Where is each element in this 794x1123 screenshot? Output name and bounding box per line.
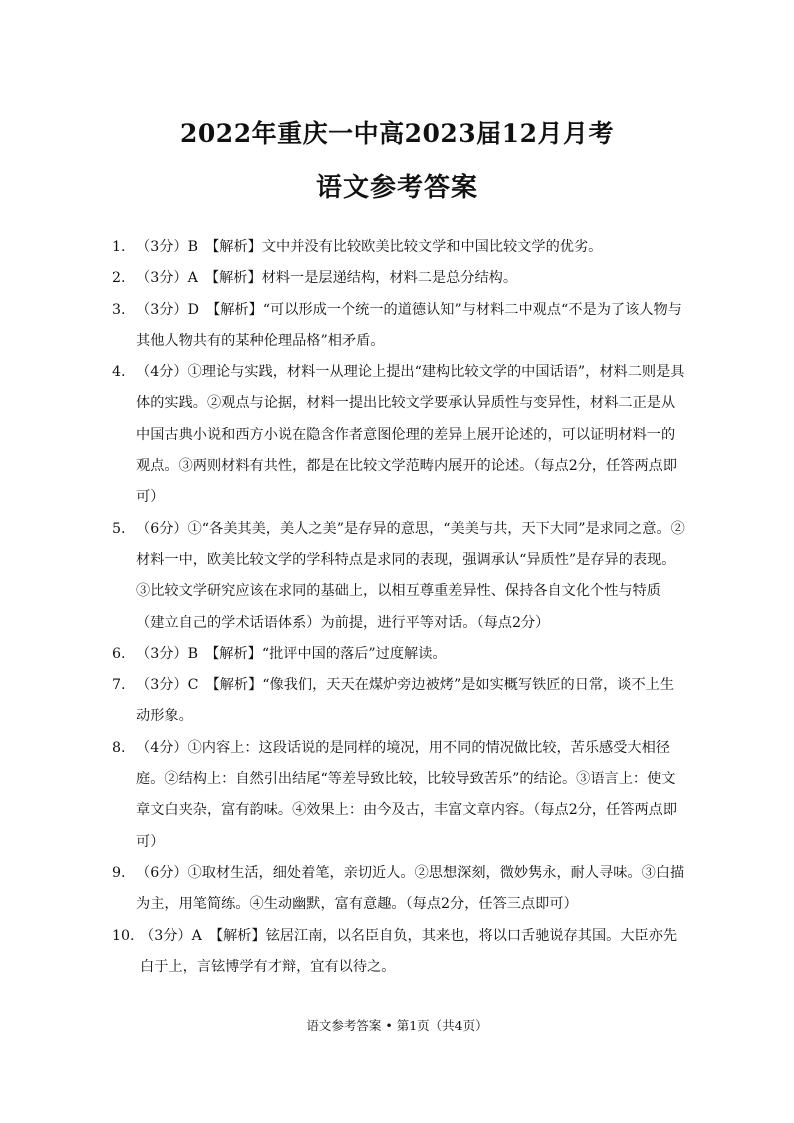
answer-text: （3分）B 【解析】“批评中国的落后”过度解读。 — [136, 645, 447, 662]
document-subtitle: 语文参考答案 — [315, 173, 478, 203]
document-title: 2022年重庆一中高2023届12月月考 — [180, 119, 614, 148]
answer-text: （6分）①取材生活，细处着笔，亲切近人。②思想深刻，微妙隽永，耐人寻味。③白描为主，用笔简练。④生动幽默，富有意趣。（每点2分，任答三点即可） — [136, 864, 685, 913]
answer-item — [112, 232, 686, 263]
answer-number: 3. — [112, 301, 126, 318]
answer-item — [112, 514, 686, 639]
answer-text: （3分）B 【解析】文中并没有比较欧美比较文学和中国比较文学的优劣。 — [136, 239, 603, 255]
answer-number: 8. — [112, 739, 126, 756]
answer-item — [112, 733, 686, 858]
answer-text: （4分）①内容上：这段话说的是同样的境况，用不同的情况做比较，苦乐感受大相径庭。②结构上：自然引出结尾“等差导致比较，比较导致苦乐”的结论。③语言上：使文章文白夹杂，富有韵味。④效果上：由今及古，丰富文章内容。（每点2分，任答两点即可） — [136, 739, 678, 850]
answer-text: （6分）①“各美其美，美人之美”是存异的意思，“美美与共，天下大同”是求同之意。②材料一中，欧美比较文学的学科特点是求同的表现，强调承认“异质性”是存异的表现。③比较文学研究应该在求同的基础上，以相互尊重差异性、保持各自文化个性与特质（建立自己的学术话语体系）为前提，进行平等对话。（每点2分） — [136, 520, 685, 631]
answer-number: 10. — [112, 927, 135, 944]
answer-item — [112, 858, 686, 921]
answer-number: 6. — [112, 645, 126, 662]
answer-item — [112, 357, 686, 513]
answer-text: （4分）①理论与实践，材料一从理论上提出“建构比较文学的中国话语”，材料二则是具体的实践。②观点与论据，材料一提出比较文学要承认异质性与变异性，材料二正是从中国古典小说和西方小说在隐含作者意图伦理的差异上展开论述的，可以证明材料一的观点。③两则材料有共性，都是在比较文学范畴内展开的论述。（每点2分，任答两点即可） — [136, 364, 685, 506]
answer-item — [112, 263, 686, 294]
answer-text: （3分）C 【解析】“像我们，天天在煤炉旁边被烤”是如实概写铁匠的日常，谈不上生动形象。 — [136, 677, 675, 725]
answer-number: 2. — [112, 270, 126, 287]
answer-number: 9. — [112, 864, 126, 881]
answer-item — [112, 639, 686, 670]
answer-text: （3分）D 【解析】“可以形成一个统一的道德认知”与材料二中观点“不是为了该人物与其他人物共有的某种伦理品格”相矛盾。 — [136, 301, 682, 349]
answer-text: （3分）A 【解析】材料一是层递结构，材料二是总分结构。 — [136, 270, 518, 287]
answer-number: 1. — [112, 239, 126, 255]
answer-number: 7. — [112, 677, 126, 694]
answer-item — [112, 670, 686, 733]
page-footer: 语文参考答案 • 第1页（共4页） — [306, 1018, 488, 1033]
answer-item — [112, 295, 686, 358]
answer-number: 4. — [112, 364, 126, 381]
answer-text: （3分）A 【解析】铉居江南，以名臣自负，其来也，将以口舌驰说存其国。大臣亦先白于上，言铉博学有才辩，宜有以待之。 — [140, 927, 678, 975]
answer-number: 5. — [112, 520, 126, 537]
answer-item — [112, 921, 686, 984]
answer-list — [112, 232, 686, 983]
